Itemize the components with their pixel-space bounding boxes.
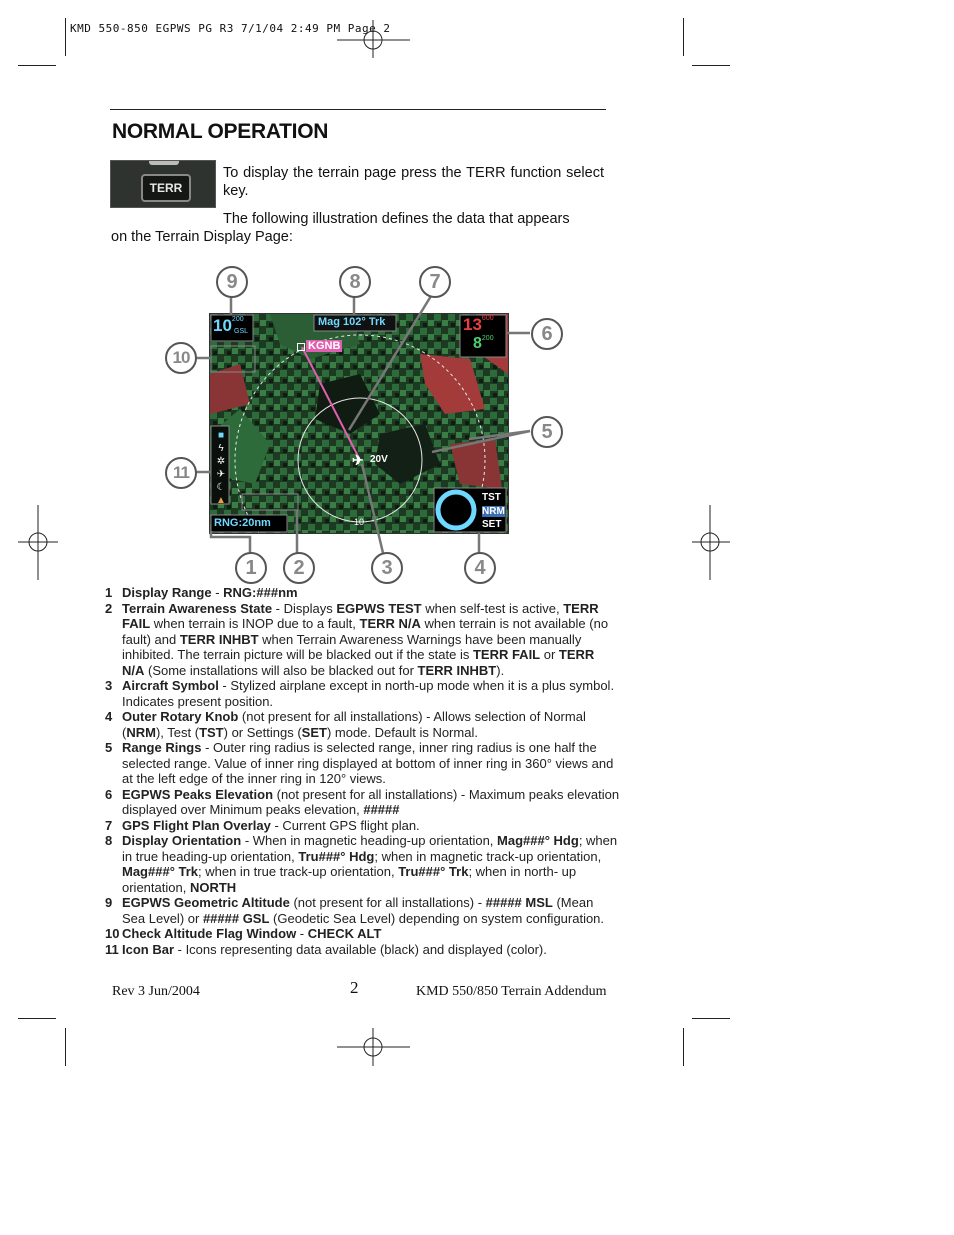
legend-text — [122, 601, 620, 679]
legend-description: - Displays EGPWS TEST when self-test is active, TERR FAIL when terrain is INOP due to a fault, TERR N/A when terrain is not available (no fault) and TERR INHBT when Terrain Awareness Warnings have been manually inhibited. The terrain picture will be blacked out if the state is TERR FAIL or TERR N/A (Some installations will also be blacked out for TERR INHBT). — [122, 600, 609, 678]
mountain-icon: ▲ — [216, 495, 226, 506]
aircraft-symbol-icon: ✈ — [352, 452, 364, 468]
knob-tst: TST — [482, 492, 501, 503]
legend-item — [105, 585, 620, 601]
callout-2: 2 — [283, 552, 315, 584]
legend-number: 4 — [105, 709, 113, 724]
legend-text — [122, 833, 620, 895]
legend-number: 11 — [105, 941, 119, 957]
legend-label: Display Range — [122, 585, 212, 600]
legend-text — [122, 709, 620, 740]
page-title: NORMAL OPERATION — [112, 120, 329, 143]
intro-paragraph-2-line-1: The following illustration defines the data that appears — [223, 211, 570, 227]
leader-7 — [349, 296, 431, 430]
legend-value: RNG:###nm — [223, 585, 298, 600]
footer-document-title: KMD 550/850 Terrain Addendum — [416, 984, 607, 999]
legend-description: - When in magnetic heading-up orientation, Mag###° Hdg; when in true heading-up orientation, Tru###° Hdg; when in magnetic track-up orientation, Mag###° Trk; when in true track-up orientation, Tru###° Trk; when in north- up orientation, NORTH — [122, 833, 618, 895]
legend-label: Display Orientation — [122, 833, 242, 848]
legend-item — [105, 787, 620, 818]
print-slug: KMD 550-850 EGPWS PG R3 7/1/04 2:49 PM Page 2 — [70, 22, 391, 35]
legend-item — [105, 678, 620, 709]
legend-item — [105, 942, 620, 958]
peaks-max-big: 13 — [463, 315, 482, 334]
legend-label: Check Altitude Flag Window — [122, 926, 297, 941]
callout-6: 6 — [531, 318, 563, 350]
callout-7: 7 — [419, 266, 451, 298]
callout-1: 1 — [235, 552, 267, 584]
legend-number: 8 — [105, 833, 113, 848]
lightning-icon: ϟ — [218, 443, 224, 454]
legend-description: (not present for all installations) - ##### MSL (Mean Sea Level) or ##### GSL (Geodetic Sea Level) depending on system configuration. — [122, 895, 605, 926]
legend-description: - Icons representing data available (black) and displayed (color). — [174, 941, 547, 957]
legend-text — [122, 942, 620, 958]
footer-revision: Rev 3 Jun/2004 — [112, 984, 200, 999]
legend-item — [105, 709, 620, 740]
intro-paragraph-2-line-2: on the Terrain Display Page: — [111, 229, 293, 245]
display-orientation: Mag 102° Trk — [318, 316, 386, 328]
legend-description: (not present for all installations) - Maximum peaks elevation displayed over Minimum peaks elevation, ##### — [122, 786, 620, 817]
legend-description: - Stylized airplane except in north-up mode when it is a plus symbol. Indicates present position. — [122, 678, 615, 709]
range-readout: RNG:20nm — [214, 517, 271, 529]
callout-8: 8 — [339, 266, 371, 298]
callout-4: 4 — [464, 552, 496, 584]
legend-label: Aircraft Symbol — [122, 678, 219, 693]
leader-1 — [211, 531, 250, 553]
legend-item — [105, 926, 620, 942]
legend-description: - CHECK ALT — [296, 926, 382, 941]
knob-nrm: NRM — [482, 506, 505, 517]
leader-3 — [362, 464, 383, 553]
callout-11: 11 — [165, 457, 197, 489]
legend-number: 9 — [105, 895, 113, 910]
legend-number: 7 — [105, 817, 113, 833]
geo-altitude-small: 200 — [231, 316, 244, 323]
airplane-icon: ✈ — [216, 469, 226, 480]
legend-number: 5 — [105, 740, 113, 755]
geo-altitude-unit: GSL — [234, 328, 249, 335]
callout-10: 10 — [165, 342, 197, 374]
legend-list — [105, 585, 620, 957]
legend-description: (not present for all installations) - Allows selection of Normal (NRM), Test (TST) or Settings (SET) mode. Default is Normal. — [122, 709, 586, 740]
legend-text: Display Range - RNG:###nm — [122, 585, 298, 600]
legend-item — [105, 895, 620, 926]
legend-label: Terrain Awareness State — [122, 600, 273, 616]
callout-9: 9 — [216, 266, 248, 298]
legend-text — [122, 678, 620, 709]
peaks-min-small: 200 — [481, 335, 494, 342]
legend-number: 2 — [105, 600, 113, 616]
legend-text — [122, 926, 620, 942]
callout-3: 3 — [371, 552, 403, 584]
peaks-min-big: 8 — [473, 335, 482, 352]
legend-text — [122, 818, 620, 834]
aircraft-heading-label: 20V — [370, 454, 388, 465]
legend-number: 6 — [105, 786, 113, 802]
legend-number: 10 — [105, 926, 120, 941]
legend-label: GPS Flight Plan Overlay — [122, 817, 271, 833]
legend-description: - Outer ring radius is selected range, inner ring radius is one half the selected range. Value of inner ring displayed at bottom of inner ring in 360° views and at the left edge of the inner ring in 120° views. — [122, 740, 614, 786]
legend-text — [122, 740, 620, 787]
terrain-icon: ■ — [217, 430, 225, 441]
page-number: 2 — [350, 978, 359, 997]
peaks-max-small: 600 — [481, 315, 494, 322]
intro-paragraph: To display the terrain page press the TERR function select key. — [223, 165, 604, 199]
traffic-icon: ✲ — [216, 456, 226, 467]
legend-text — [122, 787, 620, 818]
legend-item — [105, 740, 620, 787]
legend-item — [105, 601, 620, 679]
legend-label: Icon Bar — [122, 941, 175, 957]
legend-item — [105, 818, 620, 834]
legend-number: 1 — [105, 585, 113, 600]
callout-5: 5 — [531, 416, 563, 448]
moon-icon: ☾ — [216, 482, 226, 493]
geo-altitude-big: 10 — [213, 316, 232, 335]
waypoint-label: KGNB — [308, 340, 341, 352]
legend-label: Outer Rotary Knob — [122, 709, 239, 724]
legend-description: - Current GPS flight plan. — [270, 817, 420, 833]
legend-label: EGPWS Peaks Elevation — [122, 786, 274, 802]
legend-label: EGPWS Geometric Altitude — [122, 895, 290, 910]
terr-key-label: TERR — [141, 174, 191, 202]
legend-item — [105, 833, 620, 895]
inner-ring-value: 10 — [354, 517, 365, 527]
legend-number: 3 — [105, 678, 113, 693]
knob-set: SET — [482, 519, 502, 530]
legend-label: Range Rings — [122, 740, 202, 755]
legend-text — [122, 895, 620, 926]
